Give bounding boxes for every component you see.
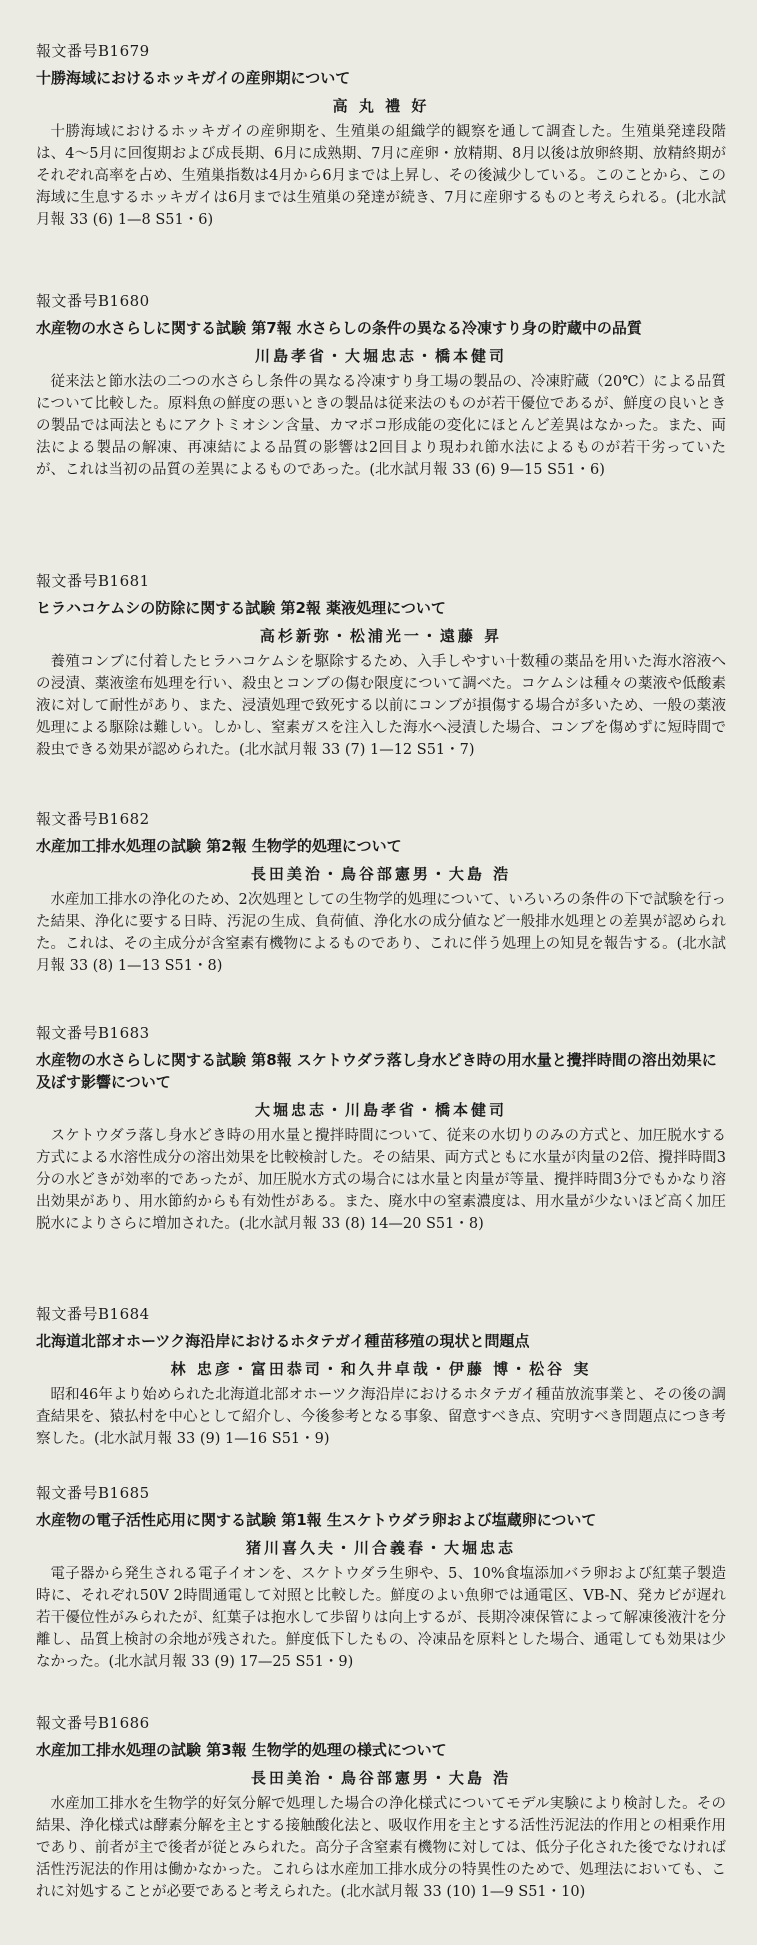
abstract-entry [36,1303,726,1450]
abstract-entry [36,1712,726,1903]
report-number: 報文番号B1683 [36,1024,150,1042]
abstract-entry [36,1482,726,1673]
report-authors: 猪川喜久夫・川合義春・大堀忠志 [245,1539,516,1557]
report-number: 報文番号B1681 [36,572,150,590]
report-title: 水産物の水さらしに関する試験 第8報 スケトウダラ落し身水どき時の用水量と攪拌時間の溶出効果に及ぼす影響について [36,1051,717,1091]
abstract-entry [36,40,726,231]
report-title: ヒラハコケムシの防除に関する試験 第2報 薬液処理について [36,599,446,617]
report-title: 水産物の水さらしに関する試験 第7報 水さらしの条件の異なる冷凍すり身の貯蔵中の品質 [36,319,642,337]
report-authors: 高 丸 禮 好 [332,97,430,115]
report-abstract: 養殖コンブに付着したヒラハコケムシを駆除するため、入手しやすい十数種の薬品を用いた海水溶液への浸漬、薬液塗布処理を行い、殺虫とコンブの傷む限度について調べた。コケムシは種々の薬液や低酸素液に対して耐性があり、また、浸漬処理で致死する以前にコンブが損傷する場合が多いため、一般の薬液処理による駆除は難しい。しかし、窒素ガスを注入した海水へ浸漬した場合、コンブを傷めずに短時間で殺虫できる効果が認められた。(北水試月報 33 (7) 1—12 S51・7) [36,654,726,758]
report-title: 水産加工排水処理の試験 第2報 生物学的処理について [36,837,402,855]
report-number: 報文番号B1686 [36,1714,150,1732]
report-number: 報文番号B1682 [36,810,150,828]
report-authors: 長田美治・鳥谷部憲男・大島 浩 [250,1769,512,1787]
report-authors: 長田美治・鳥谷部憲男・大島 浩 [250,865,512,883]
report-abstract: 従来法と節水法の二つの水さらし条件の異なる冷凍すり身工場の製品の、冷凍貯蔵（20℃）による品質について比較した。原料魚の鮮度の悪いときの製品は従来法のものが若干優位であるが、鮮度の良いときの製品では両法ともにアクトミオシン含量、カマボコ形成能の変化にほとんど差異はなかった。また、両法による製品の解凍、再凍結による品質の影響は2回目より現われ節水法によるものが若干劣っていたが、これは当初の品質の差異によるものであった。(北水試月報 33 (6) 9—15 S51・6) [36,374,726,478]
report-title: 水産物の電子活性応用に関する試験 第1報 生スケトウダラ卵および塩蔵卵について [36,1511,597,1529]
report-abstract: スケトウダラ落し身水どき時の用水量と攪拌時間について、従来の水切りのみの方式と、加圧脱水する方式による水溶性成分の溶出効果を比較検討した。その結果、両方式ともに水量が肉量の2倍、攪拌時間3分の水どきが効率的であったが、加圧脱水方式の場合には水量と肉量が等量、攪拌時間3分でもかなり溶出効果があり、用水節約からも有効性がある。また、廃水中の窒素濃度は、用水量が少ないほど高く加圧脱水によりさらに増加された。(北水試月報 33 (8) 14—20 S51・8) [36,1128,726,1232]
abstract-entry [36,1022,726,1235]
report-number: 報文番号B1679 [36,42,150,60]
abstract-entry [36,290,726,481]
report-title: 水産加工排水処理の試験 第3報 生物学的処理の様式について [36,1741,447,1759]
report-number: 報文番号B1680 [36,292,150,310]
report-abstract: 水産加工排水の浄化のため、2次処理としての生物学的処理について、いろいろの条件の下で試験を行った結果、浄化に要する日時、汚泥の生成、負荷値、浄化水の成分値など一般排水処理との差異が認められた。これは、その主成分が含窒素有機物によるものであり、これに伴う処理上の知見を報告する。(北水試月報 33 (8) 1—13 S51・8) [36,892,726,974]
report-authors: 高杉新弥・松浦光一・遠藤 昇 [259,627,503,645]
report-title: 十勝海域におけるホッキガイの産卵期について [36,69,351,87]
report-abstract: 昭和46年より始められた北海道北部オホーツク海沿岸におけるホタテガイ種苗放流事業と、その後の調査結果を、猿払村を中心として紹介し、今後参考となる事象、留意すべき点、究明すべき問題点につき考察した。(北水試月報 33 (9) 1—16 S51・9) [36,1387,726,1447]
abstract-entry [36,570,726,761]
abstract-entry [36,808,726,977]
report-authors: 大堀忠志・川島孝省・橋本健司 [254,1101,507,1119]
report-title: 北海道北部オホーツク海沿岸におけるホタテガイ種苗移殖の現状と問題点 [36,1332,530,1350]
report-abstract: 電子器から発生される電子イオンを、スケトウダラ生卵や、5、10%食塩添加バラ卵および紅葉子製造時に、それぞれ50V 2時間通電して対照と比較した。鮮度のよい魚卵では通電区、VB-N、発カビが遅れ若干優位性がみられたが、紅葉子は抱水して歩留りは向上するが、長期冷凍保管によって解凍後液汁を分離し、品質上検討の余地が残された。鮮度低下したもの、冷凍品を原料とした場合、通電しても効果は少なかった。(北水試月報 33 (9) 17—25 S51・9) [36,1566,726,1670]
report-authors: 林 忠彦・富田恭司・和久井卓哉・伊藤 博・松谷 実 [170,1360,592,1378]
report-abstract: 水産加工排水を生物学的好気分解で処理した場合の浄化様式についてモデル実験により検討した。その結果、浄化様式は酵素分解を主とする接触酸化法と、吸収作用を主とする活性汚泥法的作用との相乗作用であり、前者が主で後者が従とみられた。高分子含窒素有機物に対しては、低分子化された後でなければ活性汚泥法的作用は働かなかった。これらは水産加工排水成分の特異性のためで、処理法においても、これに対処することが必要であると考えられた。(北水試月報 33 (10) 1—9 S51・10) [36,1796,726,1900]
report-abstract: 十勝海域におけるホッキガイの産卵期を、生殖巣の組織学的観察を通して調査した。生殖巣発達段階は、4〜5月に回復期および成長期、6月に成熟期、7月に産卵・放精期、8月以後は放卵終期、放精終期がそれぞれ高率を占め、生殖巣指数は4月から6月までは上昇し、その後減少している。このことから、この海域に生息するホッキガイは6月までは生殖巣の発達が続き、7月に産卵するものと考えられる。(北水試月報 33 (6) 1—8 S51・6) [36,124,726,228]
report-number: 報文番号B1684 [36,1305,150,1323]
report-number: 報文番号B1685 [36,1484,150,1502]
report-authors: 川島孝省・大堀忠志・橋本健司 [254,347,507,365]
